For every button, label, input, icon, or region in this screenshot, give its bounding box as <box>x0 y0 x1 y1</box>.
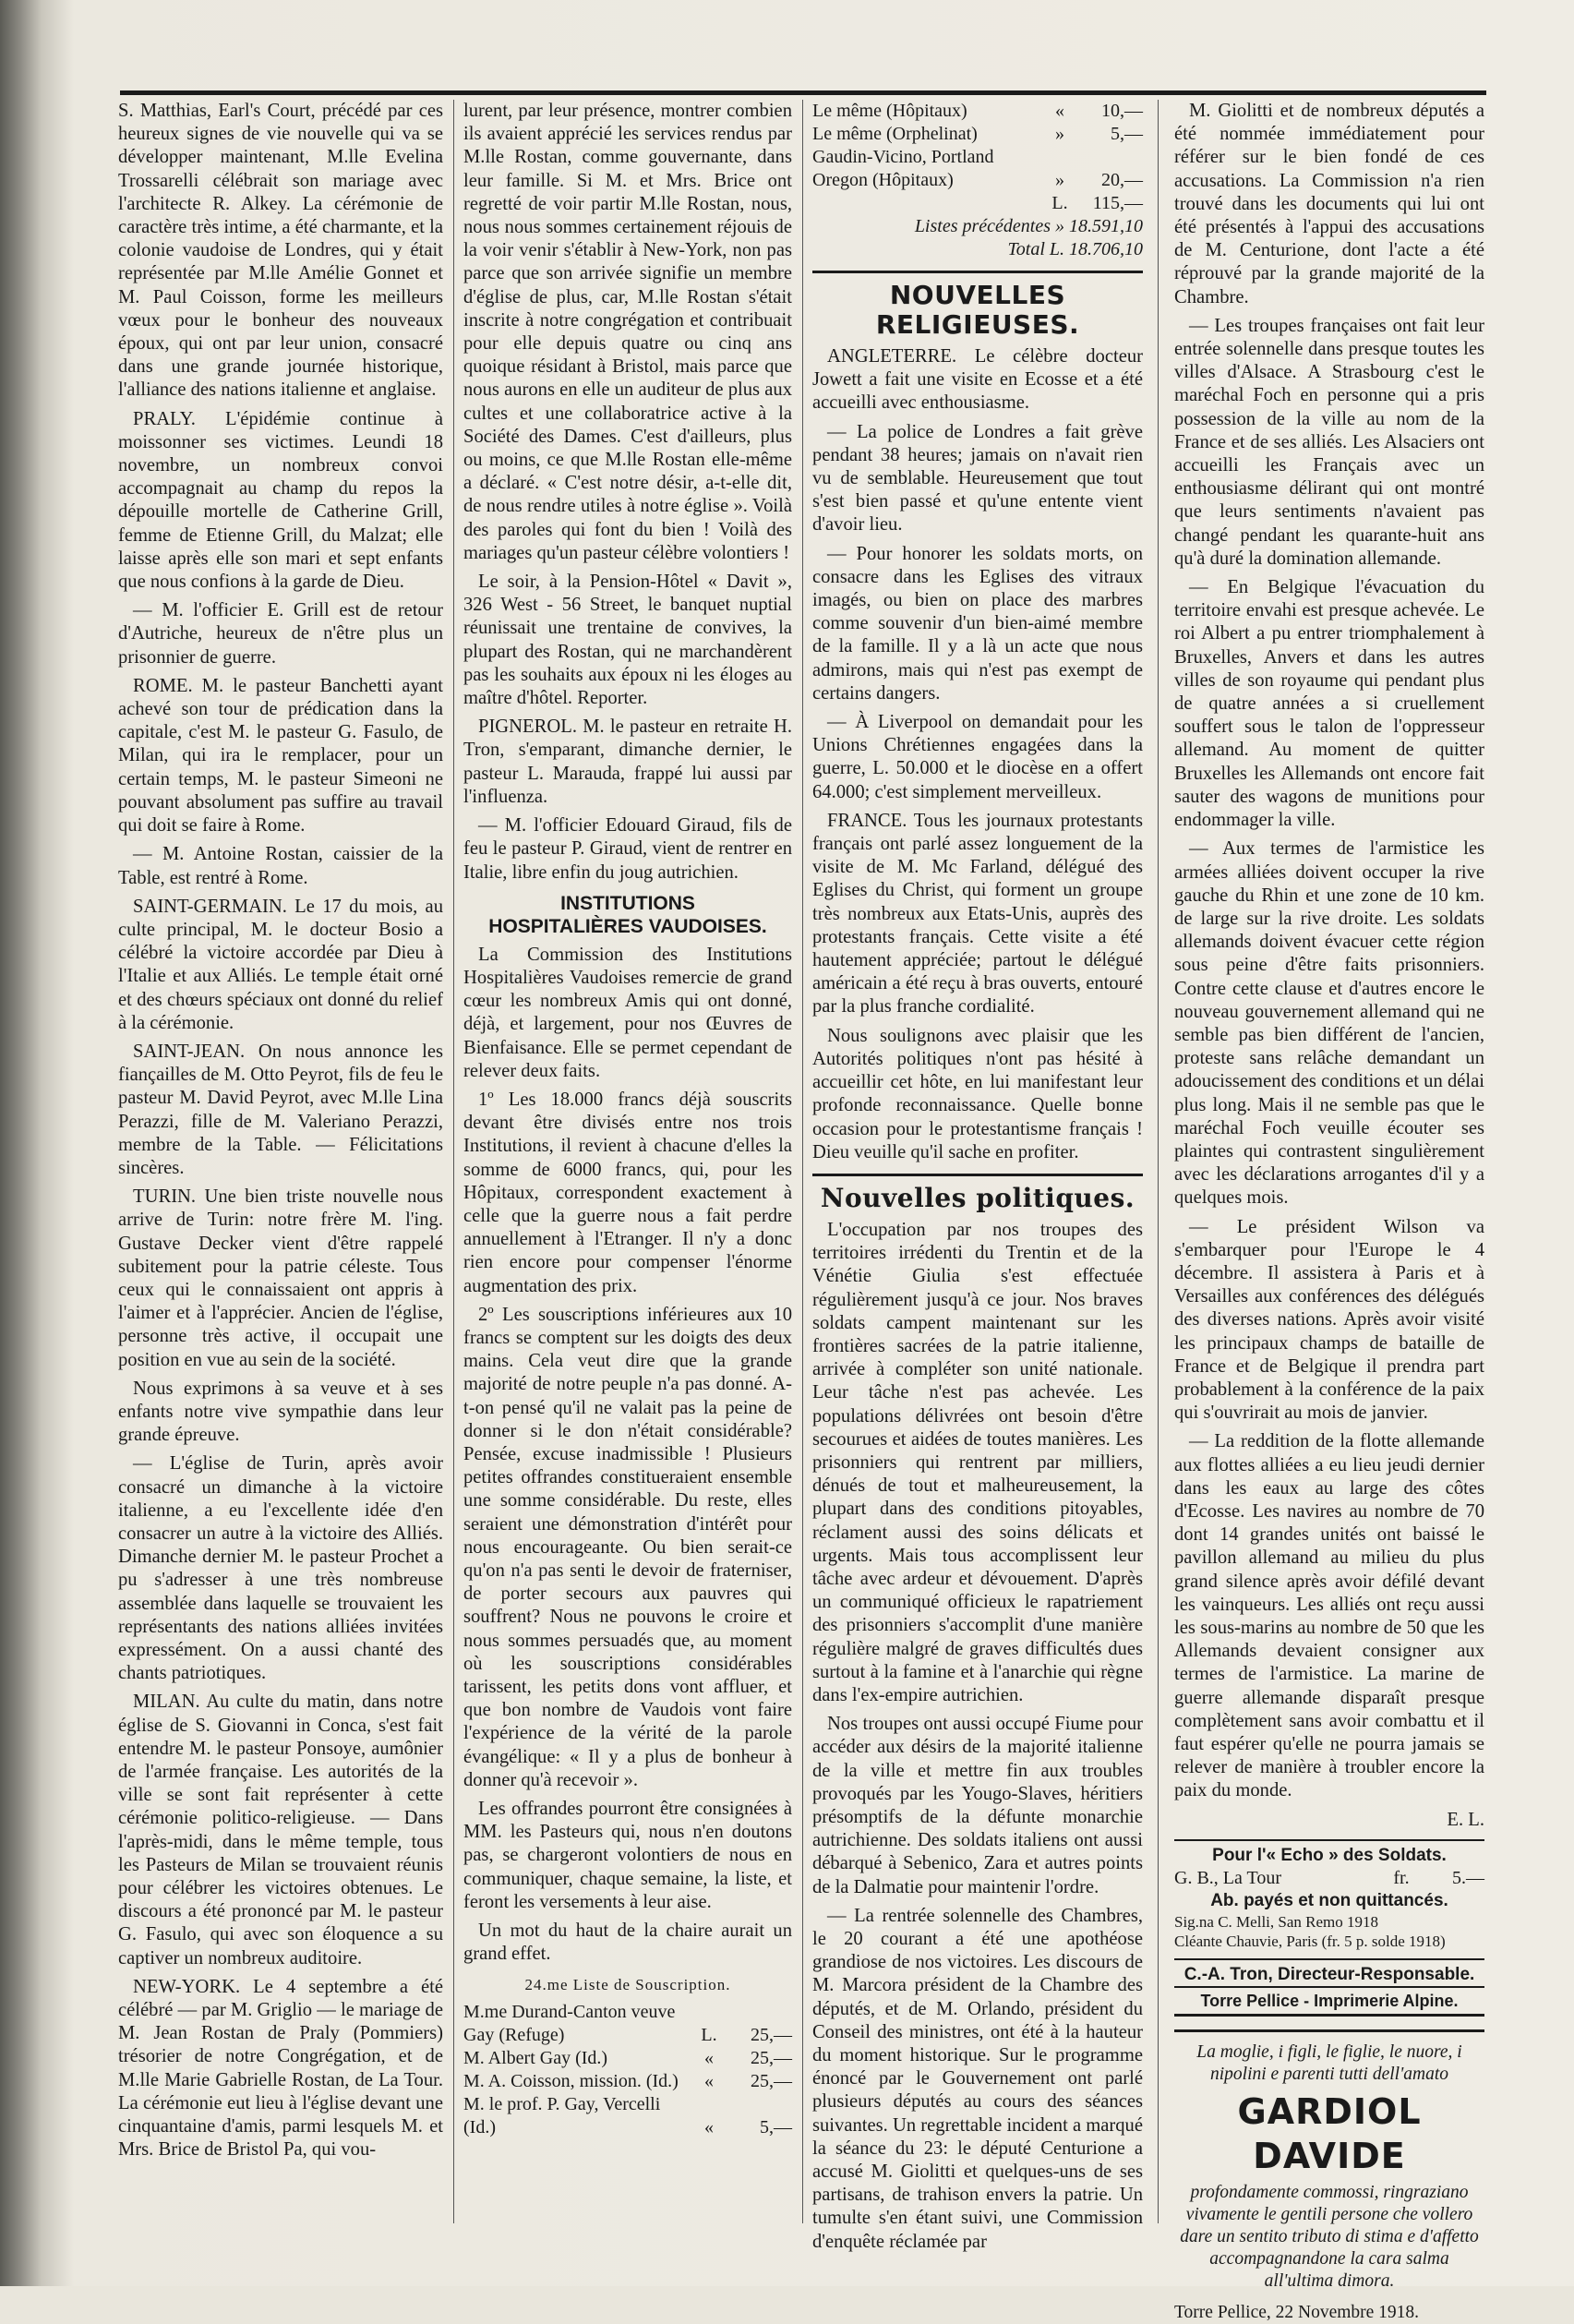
paragraph: MILAN. Au culte du matin, dans notre église de S. Giovanni in Conca, s'est fait entendre M. le pasteur Ponsoye, aumônier de l'armée française. Les autorités de la ville se sont fait représenter à cette cérémonie politico-religieuse. — Dans l'après-midi, dans le même temple, tous les Pasteurs de Milan se trouvaient réunis pour célébrer les victoires obtenues. Le discours a été prononcé par M. le pasteur G. Fasulo, qui avec son éloquence a su captiver un nombreux auditoire. <box>118 1692 443 1969</box>
death-notice-name: GARDIOL DAVIDE <box>1237 2090 1422 2176</box>
subscription-list <box>463 2001 792 2139</box>
political-news-heading: Nouvelles politiques. <box>812 1174 1143 1213</box>
paragraph: — Pour honorer les soldats morts, on consacre dans les Eglises des vitraux imagés, ou bien on place des marbres comme souvenir d'un bien-aimé membre de la famille. Il y a là un acte que nous admirons, mais qui n'est pas exempt de certains dangers. <box>812 543 1143 704</box>
subscription-row: M. Albert Gay (Id.) « 25,— <box>463 2047 792 2068</box>
institutions-heading <box>463 892 792 938</box>
director-credit: C.-A. Tron, Directeur-Responsable. <box>1184 1964 1475 1984</box>
paragraph: ROME. M. le pasteur Banchetti ayant achevé son tour de prédication dans la capitale, c'est M. le pasteur G. Fasulo, de Milan, qui ira le remplacer, pour un certain temps, M. le pasteur Simeoni ne pouvant absolument pas suffire au travail qui doit se faire à Rome. <box>118 675 443 837</box>
echo-soldats-heading: Pour l'« Echo » des Soldats. <box>1212 1845 1447 1865</box>
column-2-text <box>463 100 792 885</box>
column-divider <box>453 100 454 2223</box>
paragraph: TURIN. Une bien triste nouvelle nous arrive de Turin: notre frère M. l'ing. Gustave Decker vient d'être rappelé subitement pour la patrie céleste. Tous ceux qui le connaissaient ont appris à l'aimer et à l'apprécier. Ancien de l'église, personne très active, il occupait une position en vue au sein de la société. <box>118 1186 443 1370</box>
paragraph: lurent, par leur présence, montrer combien ils avaient apprécié les services rendus par M.lle Rostan, comme gouvernante, dans leur famille. Si M. et Mrs. Brice ont regretté de voir partir M.lle Rostan, nous, nous nous sommes certainement réjouis de la voir venir s'établir à New-York, non pas parce que son arrivée signifie un membre d'église de plus, car, M.lle Rostan s'était inscrite à notre congrégation et contribuait pour elle depuis quatre ou cinq ans quoique résidant à Bristol, mais parce que nous aurons en elle un auditeur de plus aux cultes et une collaboratrice active à la Société des Dames. C'est d'ailleurs, plus ou moins, ce que M.lle Rostan elle-même a déclaré. « C'est notre désir, a-t-elle dit, de nous rendre utiles à notre église ». Voilà des paroles qui font du bien ! Voilà des mariages qu'un pasteur célèbre volontiers ! <box>463 101 792 563</box>
paragraph: Nous exprimons à sa veuve et à ses enfants notre vive sympathie dans leur grande épreuve. <box>118 1378 443 1446</box>
paragraph: — Aux termes de l'armistice les armées alliées doivent occuper la rive gauche du Rhin et une zone de 10 km. de large sur la rive droite. Les soldats allemands doivent évacuer cette région sous peine d'être faits prisonniers. Contre cette clause et d'autres encore le nouveau gouvernement allemand qui ne semble pas bien différent de l'ancien, proteste sans relâche demandant un adoucissement des conditions et un délai plus long. Mais il ne semble pas que le maréchal Foch veuille écouter ses plaintes qui contrastent singulièrement avec les déclarations arrogantes d'il y a quelques mois. <box>1174 838 1484 1209</box>
paragraph: Le soir, à la Pension-Hôtel « Davit », 326 West - 56 Street, le banquet nuptial réunissait une trentaine de convives, la plupart des Rostan, qui ne marchandèrent pas les souhaits aux époux ni les éloges au maître d'hôtel. Reporter. <box>463 572 792 709</box>
subscription-row: L. 115,— <box>1051 193 1143 213</box>
column-1 <box>118 100 443 2260</box>
paragraph: — La rentrée solennelle des Chambres, le 20 courant a été une apothéose grandiose de nos victoires. Les discours de M. Marcora président de la Chambre des députés, et de M. Orlando, président du Conseil des ministres, ont été à la hauteur du moment historique. Sur le programme énoncé par le Gouvernement ont parlé plusieurs députés au cours des séances suivantes. Un regrettable incident a marqué la séance du 23: le député Centurione a accusé M. Giolitti et quelques-uns de ses partisans, de trahison envers la patrie. Un tumulte s'en étant suivi, une Commission d'enquête réclamée par <box>812 1905 1143 2252</box>
paragraph: — À Liverpool on demandait pour les Unions Chrétiennes engagées dans la guerre, L. 50.000 et le diocèse en a offert 64.000; c'est simplement merveilleux. <box>812 712 1143 802</box>
paragraph: Les offrandes pourront être consignées à MM. les Pasteurs qui, nous n'en doutons pas, se chargeront volontiers de nous en communiquer, chaque semaine, la liste, et feront les versements à leur aise. <box>463 1799 792 1912</box>
religious-news-heading: NOUVELLES RELIGIEUSES. <box>812 271 1143 340</box>
subscription-row: Le même (Orphelinat) » 5,— <box>812 124 1143 144</box>
previous-lists-total: Listes précédentes » 18.591,10 <box>914 216 1143 236</box>
institutions-text <box>463 944 792 1967</box>
institutions-title-line1: INSTITUTIONS <box>560 892 695 914</box>
column-2 <box>463 100 792 2260</box>
paragraph: SAINT-JEAN. On nous annonce les fiançailles de M. Otto Peyrot, fils de feu le pasteur M. David Peyrot, avec M.lle Lina Perazzi, fille de M. Valeriano Perazzi, membre de la Table. — Félicitations sincères. <box>118 1041 443 1178</box>
subscriptions-paid-heading: Ab. payés et non quittancés. <box>1210 1890 1448 1910</box>
paragraph: PIGNEROL. M. le pasteur en retraite H. Tron, s'emparant, dimanche dernier, le pasteur L. Marauda, frappé lui aussi par l'influenza. <box>463 716 792 807</box>
paragraph: S. Matthias, Earl's Court, précédé par ces heureux signes de vie nouvelle qui va se développer maintenant, M.lle Evelina Trossarelli célébrait son mariage avec l'architecte R. Alkey. La cérémonie de caractère très intime, a été charmante, et la colonie vaudoise de Londres, qui y était représentée par M.lle Amélie Gonnet et M. Paul Coisson, forme les meilleurs vœux pour le bonheur des nouveaux époux, qui ont par leur union, consacré dans une grande journée historique, l'alliance des nations italienne et anglaise. <box>118 101 443 401</box>
column-divider <box>1158 100 1159 2223</box>
institutions-title-line2: HOSPITALIÈRES VAUDOISES. <box>488 915 767 937</box>
paragraph: FRANCE. Tous les journaux protestants français ont parlé assez longuement de la visite de M. Mc Farland, délégué des Eglises du Christ, qui forment un groupe très nombreux aux Etats-Unis, auprès des protestants français. Cette visite a été hautement appréciée; partout le délégué américain a été reçu à bras ouverts, entouré par la plus franche cordialité. <box>812 810 1143 1018</box>
printer-credit: Torre Pellice - Imprimerie Alpine. <box>1174 1986 1484 2017</box>
top-rule <box>120 90 1486 95</box>
paragraph: — L'église de Turin, après avoir consacré un dimanche à la victoire italienne, a eu l'excellente idée d'en consacrer un autre à la victoire des Alliés. Dimanche dernier M. le pasteur Prochet a pu s'adresser à une très nombreuse assemblée dans laquelle se trouvaient les représentants des nations alliées invitées expressément. On a aussi chanté des chants patriotiques. <box>118 1453 443 1684</box>
subscription-row: Gaudin-Vicino, Portland <box>812 147 994 167</box>
paragraph: — En Belgique l'évacuation du territoire envahi est presque achevée. Le roi Albert a pu entrer triomphalement à Bruxelles, Anvers et dans les autres villes de son royaume qui pendant plus de quatre années a si cruellement souffert sous le talon de l'oppresseur allemand. Au moment de quitter Bruxelles les Allemands ont encore fait sauter des wagons de munitions pour endommager la ville. <box>1174 577 1484 831</box>
paragraph: — M. l'officier E. Grill est de retour d'Autriche, heureux de n'être plus un prisonnier de guerre. <box>118 600 443 668</box>
subscription-paid-line: Cléante Chauvie, Paris (fr. 5 p. solde 1918) <box>1174 1932 1446 1950</box>
column-3 <box>812 100 1143 2260</box>
paragraph: M. Giolitti et de nombreux députés a été nommée immédiatement pour référer sur le bien fondé de ces accusations. La Commission n'a rien trouvé dans les documents qui lui ont été présentés à l'appui des accusations de M. Centurione, dont l'acte a été réprouvé par la grande majorité de la Chambre. <box>1174 101 1484 307</box>
paragraph: 1º Les 18.000 francs déjà souscrits devant être divisés entre nos trois Institutions, il revient à chacune d'elles la somme de 6000 francs, qui, pour les Hôpitaux, correspondent exactement à celle que la guerre nous a fait perdre annuellement à l'Etranger. Il n'y a donc rien encore pour compenser l'énorme augmentation des prix. <box>463 1089 792 1296</box>
subscription-row: Gay (Refuge) L. 25,— <box>463 2024 792 2045</box>
paragraph: — M. Antoine Rostan, caissier de la Table, est rentré à Rome. <box>118 844 443 888</box>
paragraph: — M. l'officier Edouard Giraud, fils de feu le pasteur P. Giraud, vient de rentrer en Italie, libre enfin du joug autrichien. <box>463 815 792 883</box>
paragraph: — La reddition de la flotte allemande aux flottes alliées a eu lieu jeudi dernier dans les eaux au large des côtes d'Ecosse. Les navires au nombre de 70 dont 14 grandes unités ont baissé le pavillon allemand au milieu du plus grand silence après avoir défilé devant les vainqueurs. Les alliés ont reçu aussi les sous-marins au nombre de 50 que les Allemands devaient consigner aux termes de l'armistice. La marine de guerre allemande disparaît presque complètement sans avoir combattu et il faut espérer qu'elle ne pourra jamais se relever de manière à troubler encore la paix du monde. <box>1174 1431 1484 1801</box>
death-notice <box>1174 2029 1484 2324</box>
paragraph: Nos troupes ont aussi occupé Fiume pour accéder aux désirs de la majorité italienne de la ville et mettre fin aux troubles provoqués par les Yougo-Slaves, héritiers présomptifs de la défunte monarchie autrichienne. Des soldats italiens ont aussi débarqué à Sebenico, Zara et autres points de la Dalmatie pour maintenir l'ordre. <box>812 1714 1143 1897</box>
subscription-row: M. A. Coisson, mission. (Id.) « 25,— <box>463 2070 792 2091</box>
echo-soldats-row: G. B., La Tour fr. 5.— <box>1174 1867 1484 1888</box>
paragraph: SAINT-GERMAIN. Le 17 du mois, au culte principal, M. le docteur Bosio a célébré la victoire accordée par Dieu à l'Italie et aux Alliés. Le temple était orné et des chœurs spéciaux ont donné du relief à la cérémonie. <box>118 896 443 1033</box>
subscription-row: M.me Durand-Canton veuve <box>463 2001 676 2022</box>
subscription-row: (Id.) « 5,— <box>463 2116 792 2137</box>
paragraph: 2º Les souscriptions inférieures aux 10 francs se comptent sur les doigts des deux mains. Cela veut dire que la grande majorité de notre peuple n'a pas donné. A-t-on pensé qu'il ne valait pas la peine de donner si le don n'était considérable? Pensée, excuse inadmissible ! Plusieurs petites offrandes constitueraient ensemble une somme considérable. Du reste, elles seraient une démonstration d'intérêt pour nous encourageante. Ou bien serait-ce qu'on n'a pas senti le devoir de fraterniser, de porter secours aux pauvres qui souffrent? Nous ne pouvons le croire et nous sommes persuadés que, au moment où les souscriptions considérables tarissent, les petits dons vont affluer, et que bon nombre de Vaudois vont faire l'expérience de la vérité de la parole évangélique: « Il y a plus de bonheur à donner qu'à recevoir ». <box>463 1304 792 1790</box>
paragraph: Nous soulignons avec plaisir que les Autorités politiques n'ont pas hésité à accueillir cet hôte, en lui manifestant leur profonde reconnaissance. Quelle bonne occasion pour le protestantisme français ! Dieu veuille qu'il sache en profiter. <box>812 1025 1143 1162</box>
paragraph: — Le président Wilson va s'embarquer pour l'Europe le 4 décembre. Il assistera à Paris et à Versailles aux conférences des délégués des diverses nations. Après avoir visité les principaux champs de bataille de France et de Belgique il prendra part probablement à la conférence de la paix qui s'ouvrirait au mois de janvier. <box>1174 1216 1484 1424</box>
subscription-row: Oregon (Hôpitaux) » 20,— <box>812 170 1143 190</box>
paragraph: Un mot du haut de la chaire aurait un grand effet. <box>463 1921 792 1965</box>
paragraph: L'occupation par nos troupes des territoires irrédenti du Trentin et de la Vénétie Giulia s'est effectuée régulièrement jusqu'à ce jour. Nos braves soldats campent maintenant sur les frontières sacrées de la patrie italienne, arrivée à compléter son unité nationale. Leur tâche n'est pas achevée. Les populations délivrées ont besoin d'être secourues et aidées de toutes manières. Les prisonniers qui rentrent par milliers, dénués de tout et malheureusement, la plupart dans des conditions pitoyables, réclament aussi des soins délicats et urgents. Mais tous accomplissent leur tâche avec ardeur et dévouement. D'après un communiqué officieux le rapatriement des prisonniers s'accomplit d'une manière régulière malgré de graves difficultés dues surtout à la famine et à l'anarchie qui règne dans l'ex-empire autrichien. <box>812 1219 1143 1705</box>
subscription-row: M. le prof. P. Gay, Vercelli <box>463 2093 661 2114</box>
religious-news-text <box>812 345 1143 1164</box>
grand-total: Total L. 18.706,10 <box>1007 239 1143 259</box>
death-notice-place-date: Torre Pellice, 22 Novembre 1918. <box>1174 2302 1420 2322</box>
paragraph: La Commission des Institutions Hospitalières Vaudoises remercie de grand cœur les nombreux Amis qui ont donné, déjà, et largement, pour nos Œuvres de Bienfaisance. Elle se permet cependant de relever deux faits. <box>463 944 792 1081</box>
column-4 <box>1174 100 1484 2322</box>
article-signature: E. L. <box>1447 1809 1484 1830</box>
paragraph: ANGLETERRE. Le célèbre docteur Jowett a fait une visite en Ecosse et a été accueilli avec enthousiasme. <box>812 346 1143 414</box>
paragraph: — Les troupes françaises ont fait leur entrée solennelle dans presque toutes les villes d'Alsace. A Strasbourg c'est le maréchal Foch en personne qui a pris possession de la ville au nom de la France et de ses alliés. Les Alsaciers ont accueilli les Français avec un enthousiasme délirant qui ont montré que leurs sentiments n'avaient pas changé pendant les quarante-huit ans qu'à duré la domination allemande. <box>1174 315 1484 569</box>
death-notice-intro: La moglie, i figli, le figlie, le nuore, i nipolini e parenti tutti dell'amato <box>1196 2041 1462 2084</box>
subscription-row: Le même (Hôpitaux) « 10,— <box>812 101 1143 121</box>
subscription-list-continued <box>812 100 1143 215</box>
subscription-list-title: 24.me Liste de Souscription. <box>524 1976 731 1994</box>
death-notice-text: profondamente commossi, ringraziano vivamente le gentili persone che vollero dare un sentito tributo di stima e d'affetto accompagnandone la cara salma all'ultima dimora. <box>1180 2182 1479 2291</box>
paragraph: — La police de Londres a fait grève pendant 38 heures; jamais on n'avait rien vu de semblable. Heureusement que tout s'est bien passé et qu'une entente vient d'avoir lieu. <box>812 421 1143 536</box>
subscription-paid-line: Sig.na C. Melli, San Remo 1918 <box>1174 1912 1378 1931</box>
political-news-continued <box>1174 100 1484 1803</box>
paragraph: PRALY. L'épidémie continue à moissonner ses victimes. Leundi 18 novembre, un nombreux convoi accompagnait au champ du repos la dépouille mortelle de Catherine Grill, femme de Etienne Grill, du Malzat; elle laisse après elle son mari et sept enfants que nous confions à la garde de Dieu. <box>118 408 443 593</box>
political-news-text <box>812 1219 1143 2254</box>
paragraph: NEW-YORK. Le 4 septembre a été célébré — par M. Griglio — le mariage de M. Jean Rostan de Praly (Pommiers) trésorier de notre Congrégation, et de M.lle Marie Gabrielle Rostan, de La Tour. La cérémonie eut lieu à l'église devant une cinquantaine d'amis, parmi lesquels M. et Mrs. Brice de Bristol Pa, qui vou- <box>118 1976 443 2161</box>
column-divider <box>802 100 803 2223</box>
